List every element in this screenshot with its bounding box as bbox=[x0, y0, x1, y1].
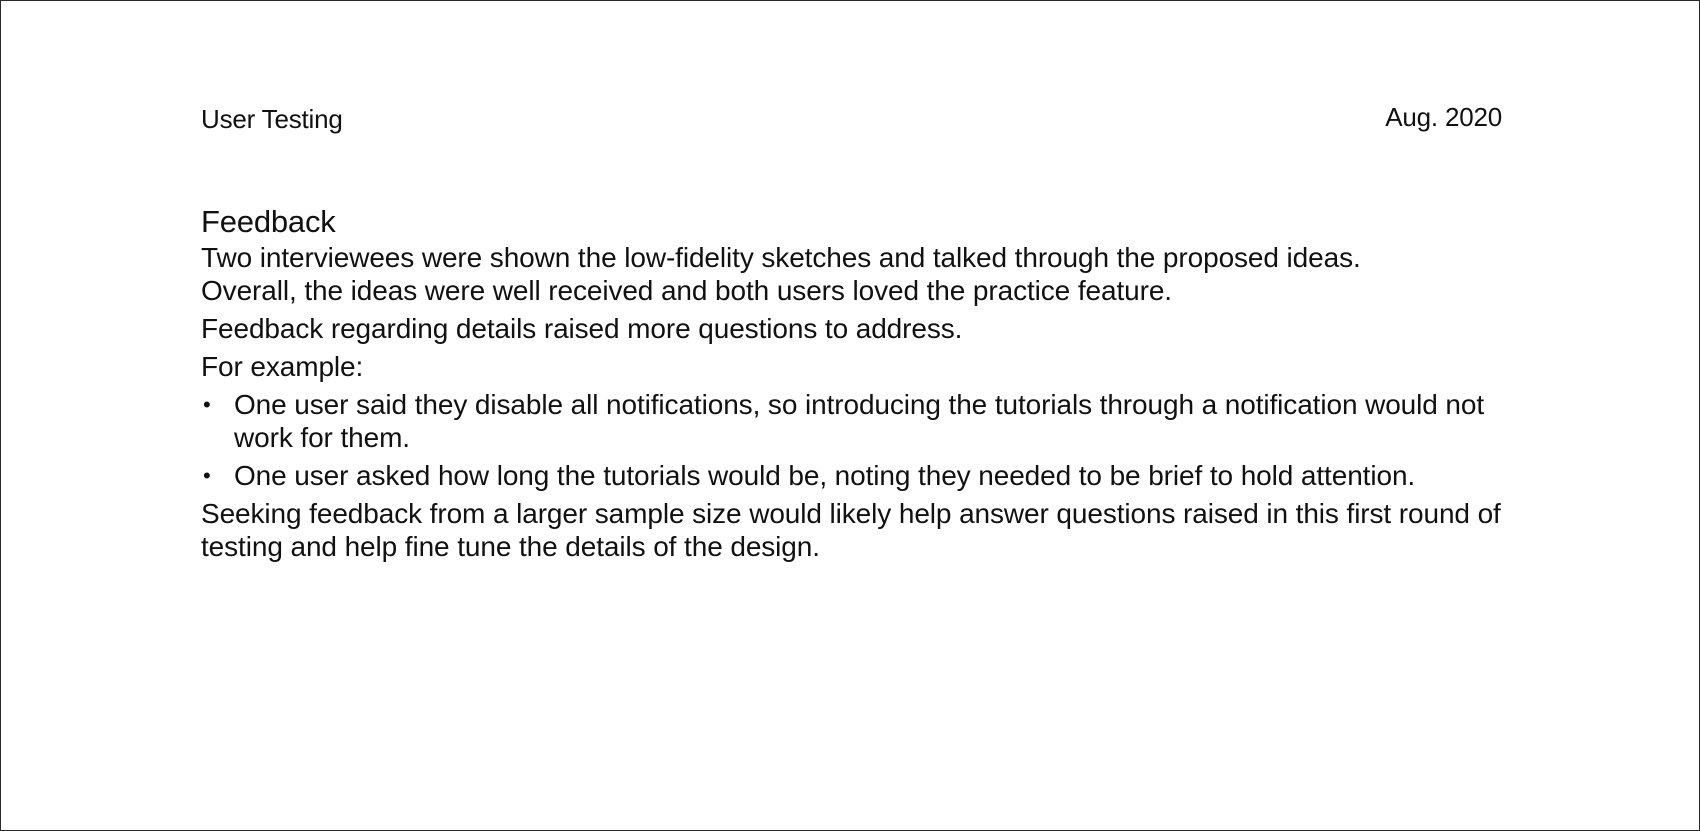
example-label: For example: bbox=[201, 351, 364, 382]
bullet-icon: • bbox=[203, 392, 211, 417]
feedback-section bbox=[201, 203, 1521, 563]
bullet-icon: • bbox=[203, 463, 211, 488]
section-title: Feedback bbox=[201, 204, 336, 239]
feedback-bullet-list bbox=[201, 388, 1521, 492]
details-paragraph: Feedback regarding details raised more questions to address. bbox=[201, 313, 963, 344]
bullet-text: One user asked how long the tutorials would be, noting they needed to be brief to hold attention. bbox=[234, 460, 1416, 491]
bullet-text: One user said they disable all notifications, so introducing the tutorials through a notification would not work for them. bbox=[234, 389, 1485, 453]
header-topic: User Testing bbox=[201, 104, 343, 134]
list-item bbox=[201, 459, 1521, 492]
intro-line-1: Two interviewees were shown the low-fidelity sketches and talked through the proposed ideas. bbox=[201, 242, 1361, 273]
closing-paragraph: Seeking feedback from a larger sample size would likely help answer questions raised in this first round of testing and help fine tune the details of the design. bbox=[201, 498, 1501, 562]
intro-line-2: Overall, the ideas were well received and both users loved the practice feature. bbox=[201, 275, 1172, 306]
list-item bbox=[201, 388, 1521, 454]
header-date: Aug. 2020 bbox=[1385, 102, 1502, 132]
